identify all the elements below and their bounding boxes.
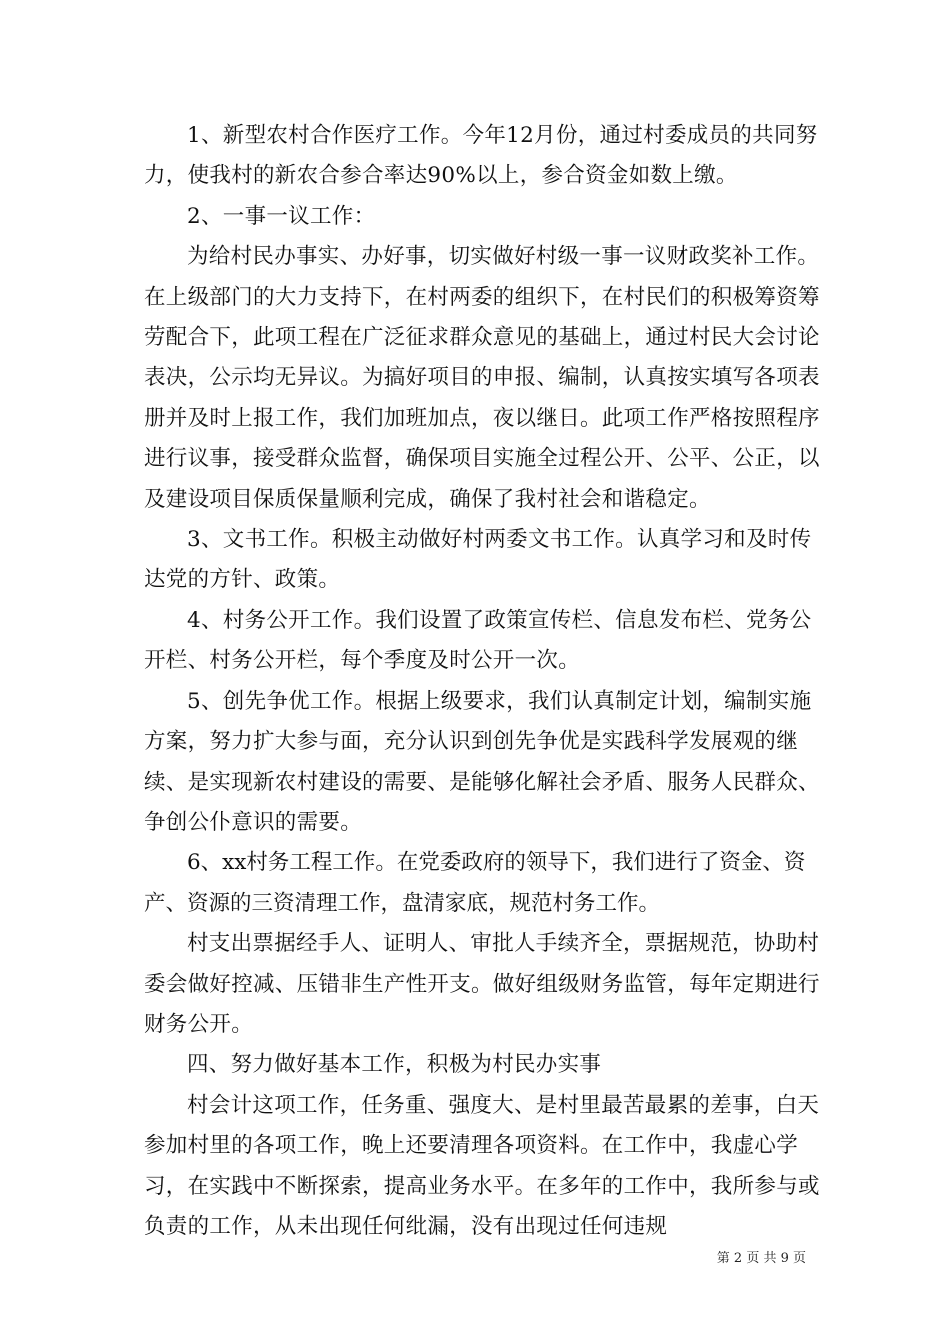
paragraph-6: 5、创先争优工作。根据上级要求，我们认真制定计划，编制实施方案，努力扩大参与面，充分认识到创先争优是实践科学发展观的继续、是实现新农村建设的需要、是能够化解社会矛盾、服务人民群众、争创公仆意识的需要。 [144, 688, 820, 835]
page-number-label: 第 2 页 共 9 页 [716, 1251, 806, 1266]
paragraph-5: 4、村务公开工作。我们设置了政策宣传栏、信息发布栏、党务公开栏、村务公开栏，每个季度及时公开一次。 [144, 607, 812, 674]
paragraph-1: 1、新型农村合作医疗工作。今年12月份，通过村委成员的共同努力，使我村的新农合参合率达90%以上，参合资金如数上缴。 [144, 123, 818, 189]
paragraph-3: 为给村民办事实、办好事，切实做好村级一事一议财政奖补工作。在上级部门的大力支持下，在村两委的组织下，在村民们的积极筹资筹劳配合下，此项工程在广泛征求群众意见的基础上，通过村民大会讨论表决，公示均无异议。为搞好项目的申报、编制，认真按实填写各项表册并及时上报工作，我们加班加点，夜以继日。此项工作严格按照程序进行议事，接受群众监督，确保项目实施全过程公开、公平、公正，以及建设项目保质保量顺利完成，确保了我村社会和谐稳定。 [144, 244, 820, 512]
paragraph-7: 6、xx村务工程工作。在党委政府的领导下，我们进行了资金、资产、资源的三资清理工作，盘清家底，规范村务工作。 [144, 850, 806, 916]
paragraph-2: 2、一事一议工作： [187, 203, 376, 229]
paragraph-4: 3、文书工作。积极主动做好村两委文书工作。认真学习和及时传达党的方针、政策。 [144, 527, 812, 593]
document-body [144, 116, 824, 1247]
paragraph-10: 村会计这项工作，任务重、强度大、是村里最苦最累的差事，白天参加村里的各项工作，晚上还要清理各项资料。在工作中，我虚心学习，在实践中不断探索，提高业务水平。在多年的工作中，我所参与或负责的工作，从未出现任何纰漏，没有出现过任何违规 [144, 1092, 820, 1239]
paragraph-8: 村支出票据经手人、证明人、审批人手续齐全，票据规范，协助村委会做好控减、压错非生产性开支。做好组级财务监管，每年定期进行财务公开。 [144, 931, 820, 1037]
page-number-footer [717, 1247, 806, 1266]
paragraph-9: 四、努力做好基本工作，积极为村民办实事 [187, 1052, 602, 1078]
